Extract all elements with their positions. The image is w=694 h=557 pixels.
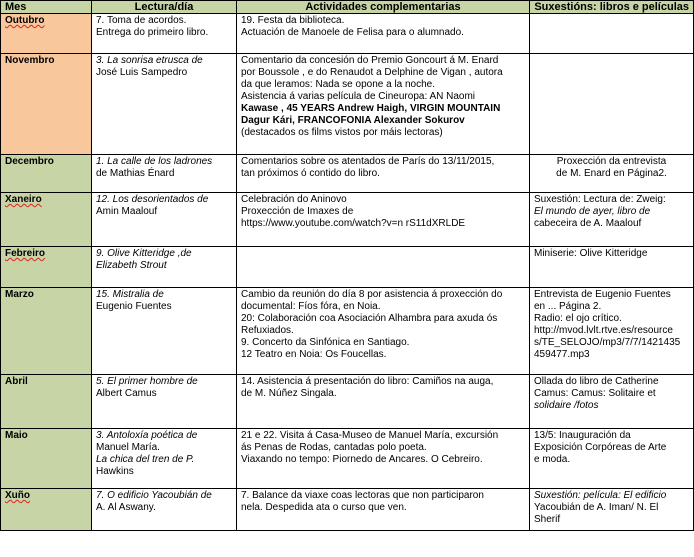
month-label: Febreiro — [5, 248, 46, 259]
suggestion-line: e moda. — [534, 454, 571, 465]
reading-line: A. Al Aswany. — [96, 502, 156, 513]
header-lectura: Lectura/día — [92, 1, 237, 14]
activities-cell — [237, 375, 530, 429]
reading-cell — [92, 429, 237, 489]
header-mes: Mes — [1, 1, 92, 14]
reading-line: 5. El primer hombre de — [96, 376, 198, 387]
month-label: Novembro — [5, 55, 55, 66]
row-novembro — [1, 54, 694, 155]
suggestions-cell — [530, 489, 694, 531]
activity-line: Refuxiados. — [241, 325, 294, 336]
suggestions-cell — [530, 288, 694, 375]
suggestion-link[interactable]: 459477.mp3 — [534, 349, 590, 360]
reading-line: Elizabeth Strout — [96, 260, 167, 271]
row-xuno — [1, 489, 694, 531]
month-cell — [1, 14, 92, 54]
reading-line: Albert Camus — [96, 388, 157, 399]
reading-line: Amin Maalouf — [96, 206, 158, 217]
suggestion-line: Exposición Corpóreas de Arte — [534, 442, 667, 453]
month-label: Abril — [5, 376, 28, 387]
month-label: Maio — [5, 430, 28, 441]
month-cell — [1, 155, 92, 193]
suggestion-line: El mundo de ayer, libro de — [534, 206, 651, 217]
suggestion-line: Radio: el ojo crítico. — [534, 313, 622, 324]
activity-line: Celebración do Aninovo — [241, 194, 347, 205]
activity-line: Cambio da reunión do día 8 por asistencia á proxección do — [241, 289, 503, 300]
suggestion-line: 13/5: Inauguración da — [534, 430, 631, 441]
month-cell — [1, 54, 92, 155]
activities-cell — [237, 193, 530, 247]
month-label: Xaneiro — [5, 194, 42, 205]
row-febreiro — [1, 247, 694, 288]
month-label: Decembro — [5, 156, 54, 167]
reading-cell — [92, 375, 237, 429]
suggestions-cell — [530, 247, 694, 288]
suggestion-line: cabeceira de A. Maalouf — [534, 218, 642, 229]
activity-line: 20: Colaboración coa Asociación Alhambra para axuda ós — [241, 313, 498, 324]
reading-line: de Mathias Énard — [96, 168, 175, 179]
activity-line: Comentarios sobre os atentados de París do 13/11/2015, — [241, 156, 495, 167]
header-actividades: Actividades complementarias — [237, 1, 530, 14]
activities-cell — [237, 489, 530, 531]
month-label: Xuño — [5, 490, 30, 501]
row-marzo — [1, 288, 694, 375]
suggestions-cell — [530, 155, 694, 193]
activity-line: Asistencia á varias película de Cineuropa: AN Naomi — [241, 91, 476, 102]
activity-line: Actuación de Manoele de Felisa para o alumnado. — [241, 27, 464, 38]
activity-line: 7. Balance da viaxe coas lectoras que non participaron — [241, 490, 484, 501]
activity-link[interactable]: https://www.youtube.com/watch?v=n rS11dXRLDE — [241, 218, 466, 229]
suggestion-link[interactable]: s/TE_SELOJO/mp3/7/7/1421435 — [534, 337, 681, 348]
suggestion-line: en ... Página 2. — [534, 301, 602, 312]
suggestion-line: Suxestión: película: El edificio — [534, 490, 667, 501]
reading-line: Hawkins — [96, 466, 134, 477]
row-abril — [1, 375, 694, 429]
activities-cell — [237, 14, 530, 54]
activity-line: 19. Festa da biblioteca. — [241, 15, 345, 26]
activity-line: (destacados os films vistos por máis lectoras) — [241, 127, 443, 138]
row-decembro — [1, 155, 694, 193]
suggestions-cell — [530, 429, 694, 489]
activities-cell — [237, 429, 530, 489]
month-cell — [1, 429, 92, 489]
activities-cell — [237, 288, 530, 375]
suggestions-cell — [530, 54, 694, 155]
activity-line: tan próximos ó contido do libro. — [241, 168, 380, 179]
reading-line: 7. O edificio Yacoubián de — [96, 490, 212, 501]
reading-cell — [92, 489, 237, 531]
reading-line: 7. Toma de acordos. — [96, 15, 187, 26]
month-cell — [1, 193, 92, 247]
reading-cell — [92, 14, 237, 54]
row-outubro — [1, 14, 694, 54]
activity-line: da que leramos: Nada se opone a la noche. — [241, 79, 436, 90]
suggestion-line: Sherif — [534, 514, 561, 525]
activity-line: Comentario da concesión do Premio Goncourt á M. Enard — [241, 55, 499, 66]
suggestion-line: solidaire /fotos — [534, 400, 599, 411]
suggestion-line: Yacoubián de A. Iman/ N. El — [534, 502, 659, 513]
reading-cell — [92, 155, 237, 193]
month-label: Outubro — [5, 15, 45, 26]
month-label: Marzo — [5, 289, 34, 300]
activity-line: 14. Asistencia á presentación do libro: Camiños na auga, — [241, 376, 494, 387]
activities-cell — [237, 54, 530, 155]
suggestions-cell — [530, 193, 694, 247]
row-maio — [1, 429, 694, 489]
suggestion-line: Camus: Camus: Solitaire et — [534, 388, 656, 399]
month-cell — [1, 375, 92, 429]
activity-line: 9. Concerto da Sinfónica en Santiago. — [241, 337, 410, 348]
row-xaneiro — [1, 193, 694, 247]
reading-line: La chica del tren de P. — [96, 454, 195, 465]
suggestions-cell — [530, 375, 694, 429]
month-cell — [1, 247, 92, 288]
reading-cell — [92, 247, 237, 288]
suggestion-line: Miniserie: Olive Kitteridge — [534, 248, 648, 259]
reading-line: 3. La sonrisa etrusca de — [96, 55, 203, 66]
activity-line: por Boussole , e do Renaudot a Delphine de Vigan , autora — [241, 67, 503, 78]
suggestion-line: Ollada do libro de Catherine — [534, 376, 659, 387]
activity-line: 21 e 22. Visita á Casa-Museo de Manuel María, excursión — [241, 430, 499, 441]
suggestions-cell — [530, 14, 694, 54]
reading-line: 12. Los desorientados de — [96, 194, 209, 205]
month-cell — [1, 489, 92, 531]
suggestion-line: Entrevista de Eugenio Fuentes — [534, 289, 671, 300]
suggestion-link[interactable]: http://mvod.lvlt.rtve.es/resource — [534, 325, 673, 336]
activity-line: de M. Núñez Singala. — [241, 388, 337, 399]
activity-line: Viaxando no tempo: Piornedo de Ancares. O Cebreiro. — [241, 454, 483, 465]
reading-line: Eugenio Fuentes — [96, 301, 172, 312]
reading-cell — [92, 193, 237, 247]
activity-line: documental: Fíos fóra, en Noia. — [241, 301, 381, 312]
suggestion-line: de M. Enard en Página2. — [556, 168, 667, 179]
reading-line: 15. Mistralia de — [96, 289, 164, 300]
header-suxestions: Suxestións: libros e películas — [530, 1, 694, 14]
reading-cell — [92, 54, 237, 155]
activity-line: ás Penas de Rodas, cantadas polo poeta. — [241, 442, 427, 453]
activity-line: Proxección de Imaxes de — [241, 206, 354, 217]
activity-line: Kawase , 45 YEARS Andrew Haigh, VIRGIN MOUNTAIN — [241, 103, 501, 114]
reading-line: Manuel María. — [96, 442, 160, 453]
month-cell — [1, 288, 92, 375]
reading-line: 1. La calle de los ladrones — [96, 156, 213, 167]
activity-line: 12 Teatro en Noia: Os Foucellas. — [241, 349, 387, 360]
activities-cell — [237, 247, 530, 288]
activity-line: nela. Despedida ata o curso que ven. — [241, 502, 407, 513]
reading-line: 3. Antoloxía poética de — [96, 430, 198, 441]
header-row — [1, 1, 694, 14]
activity-line: Dagur Kári, FRANCOFONIA Alexander Sokurov — [241, 115, 465, 126]
suggestion-line: Suxestión: Lectura de: Zweig: — [534, 194, 666, 205]
activities-cell — [237, 155, 530, 193]
reading-line: 9. Olive Kitteridge ,de — [96, 248, 192, 259]
suggestion-line: Proxección da entrevista — [556, 156, 667, 167]
reading-line: José Luis Sampedro — [96, 67, 188, 78]
reading-line: Entrega do primeiro libro. — [96, 27, 209, 38]
reading-cell — [92, 288, 237, 375]
